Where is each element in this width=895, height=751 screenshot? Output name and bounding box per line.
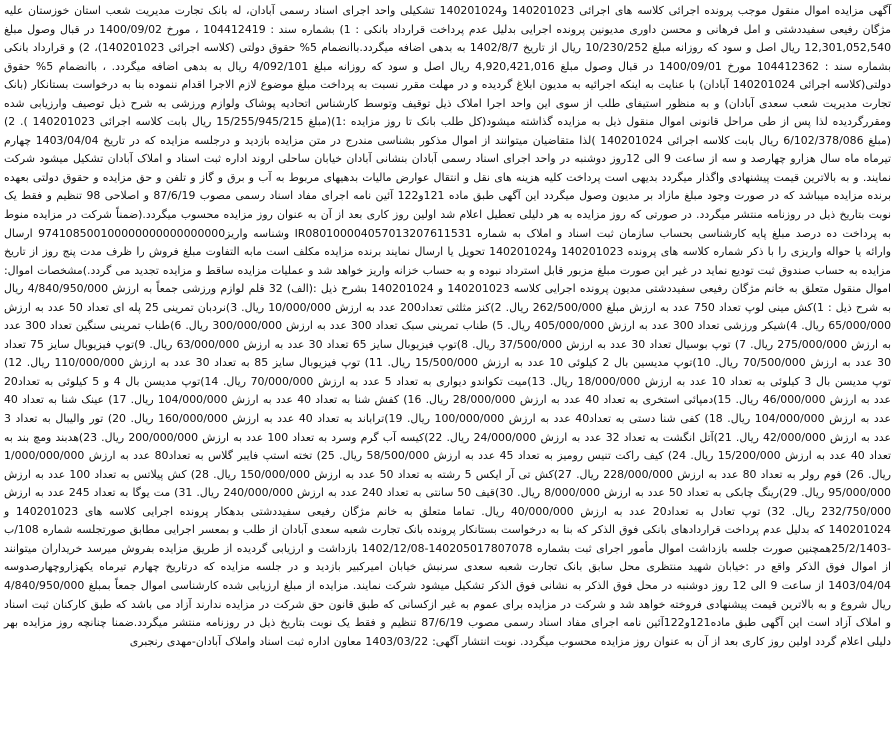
notice-body-text: آگهی مزایده اموال منقول موجب پرونده اجرائی کلاسه های اجرائی 140201023 و140201024 تشکیلی واحد اجرای اسناد رسمی آبادان، له بانک تجارت مدیریت شعب استان خوزستان علیه مژگان رفیعی سفیددشتی و امل فرهانی و محسن داوری مدیونین پرونده اجرایی بدلیل عدم پرداخت قرارداد بانکی : 1) بشماره سند : 104412419 ، مورخ 1400/09/02 در قبال وصول مبلغ 12,301,052,540 ریال اصل و سود که روزانه مبلغ 10/230/252 ریال از تاریخ 1402/8/7 به بدهی اضافه میگردد.باانضمام 5% حقوق دولتی (کلاسه اجرائی 140201023)، 2) و قرارداد بانکی بشماره سند : 104412362 مورخ 1400/09/01 در قبال وصول مبلغ 4,920,421,016 ریال اصل و سود که روزانه مبلغ 4/092/101 ریال به بدهی اضافه میگردد. ، باانضمام 5% حقوق دولتی(کلاسه اجرائی 140201024 آبادان) با عنایت به اینکه اجرائیه به مدیون ابلاغ گردیده و در مهلت مقرر نسبت به پرداخت مبلغ موضوع لازم الاجرا اقدام ننموده بنا به درخواست بستانکار (بانک تجارت مدیریت شعب سعدی آبادان) و به منظور استیفای طلب از سوی این واحد اجرا املاک ذیل توقیف وتوسط کارشناس اتحادیه پوشاک ولوازم ورزشی به شرح ذیل توصیف وارزیابی شده ومقررگردیده لذا پس از طی مراحل قانونی اموال منقول ذیل به مزایده گذاشته میشود(کل طلب بانک تا روز مزایده :1)(مبلغ 15/255/945/215 ریال بابت کلاسه اجرائی 140201023 ). 2) (مبلغ 6/102/378/086 ریال بابت کلاسه اجرائی 140201024 )لذا متقاضیان میتوانند از اموال مذکور بشناسی مندرج در متن مزایده بازدید و درجلسه مزایده که در تاریخ 1403/04/04 چهارم تیرماه ماه سال هزارو چهارصد و سه از ساعت 9 الی 12روز دوشنبه در واحد اجرای اسناد رسمی آبادان بنشانی آبادان خیابان ساحلی اروند اداره ثبت اسناد و املاک آبادان تشکیل میشود شرکت نمایند. و به بالاترین قیمت پیشنهادی واگذار میگردد بدیهی است پرداخت کلیه هزینه های نقل و انتقال عوارض مالیات بدهیهای مربوط به آب و برق و گاز و تلفن و حق مزایده و حقوق دولتی بعهده برنده مزایده میباشد که در صورت وجود مبلغ مازاد بر مدیون وصول میگردد این آگهی طبق ماده 121و122 آئین نامه اجرای مفاد اسناد رسمی مصوب 87/6/19 و اصلاحی 98 تنظیم و فقط یک نوبت بتاریخ ذیل در روزنامه منتشر میگردد. در صورتی که روز مزایده به هر دلیلی تعطیل اعلام شد اولین روز کاری بعد از آن به عنوان روز مزایده محسوب میگردد.(ضمناً شرکت در مزایده منوط به پرداخت ده درصد مبلغ پایه کارشناسی بحساب سازمان ثبت اسناد و املاک به شماره IR080100004057013207611531 وشناسه واریز974108500100000000000000000 ارسال وارائه یا حواله واریزی را با ذکر شماره کلاسه های پرونده 140201023 و140201024 تحویل یا ارسال نمایند برنده مزایده مکلف است مابه التفاوت مبلغ فروش را ظرف مدت پنج روز از تاریخ مزایده به حساب صندوق ثبت تودیع نماید در غیر این صورت مبلغ مزبور قابل استرداد نبوده و به حساب خزانه واریز خواهد شد و عملیات مزایده ساقط و مزایده تجدید می گردد.)مشخصات اموال: اموال منقول متعلق به خانم مژگان رفیعی سفیددشتی مدیون پرونده اجرایی کلاسه 140201023 و 140201024 بشرح ذیل :(الف) 32 قلم لوازم ورزشی جمعاً به ارزش 4/840/950/000 ریال به شرح ذیل : 1)کش مینی لوپ تعداد 750 عدد به ارزش مبلغ 262/500/000 ریال. 2)کنز مثلثی تعداد200 عدد به ارزش 10/000/000 ریال. 3)نردبان تمرینی 25 پله ای تعداد 50 عدد به ارزش 65/000/000 ریال. 4)شیکر ورزشی تعداد 300 عدد به ارزش 405/000/000 ریال. 5) طناب تمرینی سبک تعداد 300 عدد به ارزش 300/000/000 ریال. 6)طناب تمرینی سنگین تعداد 300 عدد به ارزش 275/000/000 ریال. 7) توپ بوسیال تعداد 30 عدد به ارزش 37/500/000 ریال. 8)توپ فیزیوبال سایز 65 تعداد 30 عدد به ارزش 63/000/000 ریال. 9)توپ فیزیوبال سایز 75 تعداد 30 عدد به ارزش 70/500/000 ریال. 10)توپ مدیسین بال 2 کیلوئی 10 عدد به ارزش 15/500/000 ریال. 11) توپ فیزیوبال سایز 85 به تعداد 30 عدد به ارزش 110/000/000 ریال. 12) توپ مدیسن بال 3 کیلوئی به تعداد 10 عدد به ارزش 18/000/000 ریال. 13)میت تکواندو دیواری به تعداد 5 عدد به ارزش 70/000/000 ریال. 14)توپ مدیسن بال 4 و 5 کیلوئی به تعداد20 عدد به ارزش 46/000/000 ریال. 15)دمپائی استخری به تعداد 40 عدد به ارزش 28/000/000 ریال. 16) کفش شنا به تعداد 40 عدد به ارزش 104/000/000 ریال. 17) عینک شنا به تعداد 40 عدد به ارزش 104/000/000 ریال. 18) کفی شنا دستی به تعداد40 عدد به ارزش 100/000/000 ریال. 19)تراباند به تعداد 40 عدد به ارزش 160/000/000 ریال. 20) تور والیبال به تعداد 3 عدد به ارزش 42/000/000 ریال. 21)آتل انگشت به تعداد 32 عدد به ارزش 24/000/000 ریال. 22)کیسه آب گرم وسرد به تعداد 100 عدد به ارزش 200/000/000 ریال. 23)هدبند ومچ بند به تعداد 40 عدد به ارزش 15/200/000 ریال. 24) کیف راکت تنیس رومیز به تعداد 45 عدد به ارزش 58/500/000 ریال. 25) تخته استپ فایبر گلاس به تعداد80 عدد به ارزش 1/000/000/000 ریال. 26) فوم رولر به تعداد 80 عدد به ارزش 228/000/000 ریال. 27)کش تی آر ایکس 5 رشته به تعداد 50 عدد به ارزش 150/000/000 ریال. 28) کش پیلاتس به تعداد 100 عدد به ارزش 95/000/000 ریال. 29)رینگ چابکی به تعداد 50 عدد به ارزش 8/000/000 ریال. 30)قیف 50 سانتی به تعداد 240 عدد به ارزش 240/000/000 ریال. 31) مت یوگا به تعداد 245 عدد به ارزش 232/750/000 ریال. 32) توپ تعادل به تعداد20 عدد به ارزش 40/000/000 ریال. تماما متعلق به خانم مژگان رفیعی سفیددشتی بدهکار پرونده اجرایی کلاسه های 140201023 و 140201024 که بدلیل عدم پرداخت قراردادهای بانکی فوق الذکر که بنا به درخواست بستانکار پرونده بانک تجارت شعبه سعدی آبادان از طلب و بمعسر اجرایی مطابق صورتجلسه شماره 108/ب -25/2/1403همچنین صورت جلسه بازداشت اموال مأمور اجرای ثبت بشماره 140205017807078-1402/12/08 بازداشت و ارزیابی گردیده از طریق مزایده بفروش میرسد خریداران میتوانند از اموال فوق الذکر واقع در :خیابان شهید منتظری محل سابق بانک تجارت شعبه سعدی سرنبش خیابان امیرکبیر بازدید و در جلسه مزایده که درتاریخ چهارم تیرماه یکهزاروچهارصدوسه 1403/04/04 از ساعت 9 الی 12 روز دوشنبه در محل فوق الذکر به نشانی فوق الذکر تشکیل میشود شرکت نمایند. مزایده از مبلغ ارزیابی شده کارشناسی اموال جمعاً بمبلغ 4/840/950/000 ریال شروع و به بالاترین قیمت پیشنهادی فروخته خواهد شد و شرکت در مزایده برای عموم به غیر ازکسانی که طبق قانون حق شرکت در مزایده ندارند آزاد می باشد که طبق کارکنان ثبت اسناد و املاک آزاد است این آگهی طبق ماده121و122آئین نامه اجرای مفاد اسناد رسمی مصوب 87/6/19 تنظیم و فقط یک نوبت بتاریخ ذیل در روزنامه منتشر میگردد.ضمنا چنانچه روز مزایده بهر دلیلی اعلام گردد اولین روز کاری بعد از آن به عنوان روز مزایده محسوب میگردد. نوبت انتشار آگهی: 1403/03/22 معاون اداره ثبت اسناد واملاک آبادان-مهدی رنجبری (4, 4, 892, 648)
